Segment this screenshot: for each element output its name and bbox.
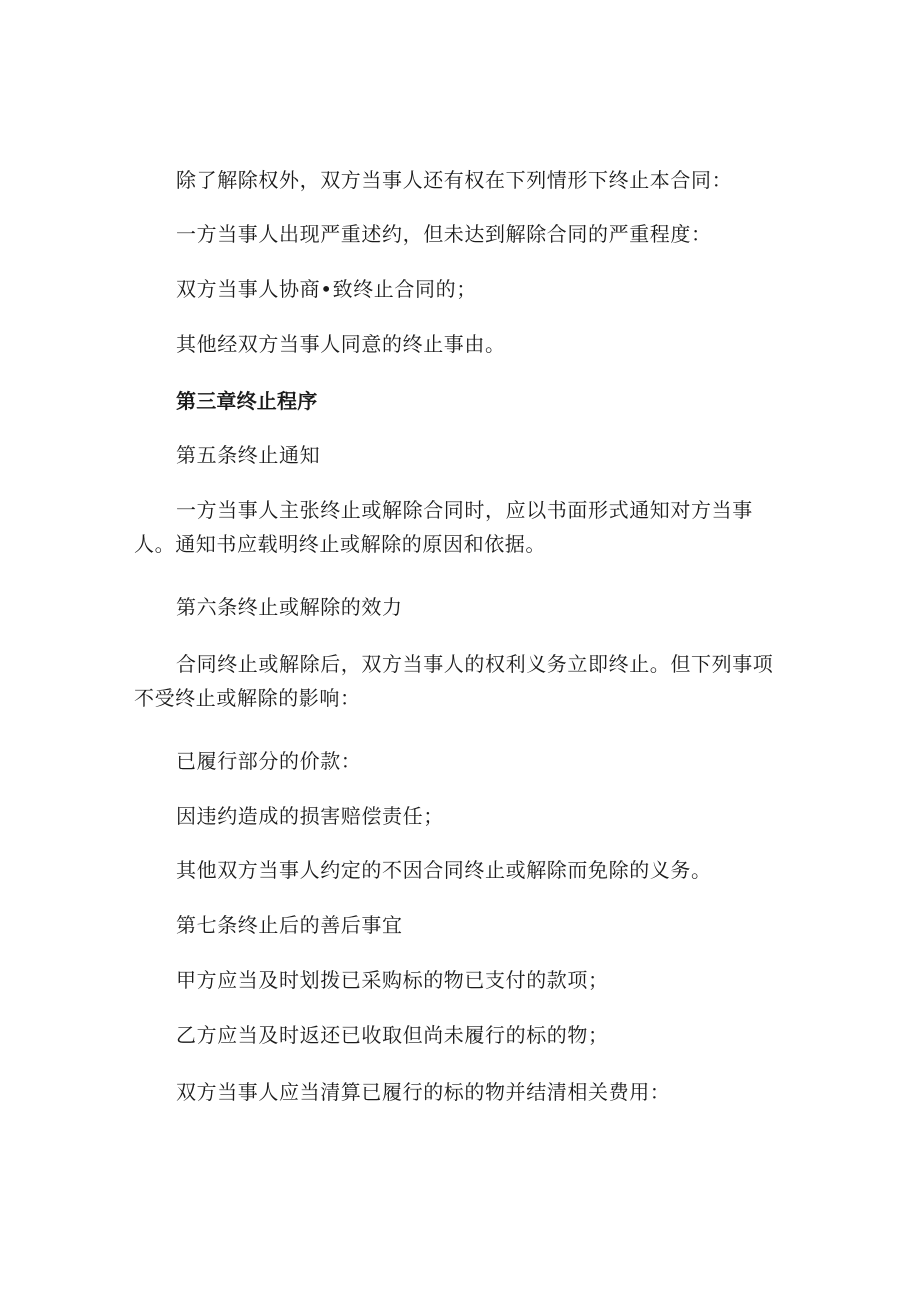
list-item-damages: 因违约造成的损害赔偿责任； [176,804,444,828]
paragraph-mutual-agreement: 双方当事人协商•致终止合同的； [176,277,477,301]
article-6-title: 第六条终止或解除的效力 [176,595,403,619]
paragraph-other-reasons: 其他经双方当事人同意的终止事由。 [176,332,506,356]
paragraph-termination-effect: 合同终止或解除后，双方当事人的权利义务立即终止。但下列事项不受终止或解除的影响： [134,652,774,710]
list-item-settlement: 双方当事人应当清算已履行的标的物并结清相关费用： [176,1080,671,1104]
paragraph-termination-notice: 一方当事人主张终止或解除合同时，应以书面形式通知对方当事人。通知书应载明终止或解除的原因和依据。 [134,498,753,556]
article-5-title: 第五条终止通知 [176,443,321,467]
chapter-heading: 第三章终止程序 [176,389,318,413]
list-item-party-a: 甲方应当及时划拨已采购标的物已支付的款项； [176,968,609,992]
paragraph-termination-right: 除了解除权外，双方当事人还有权在下列情形下终止本合同： [176,168,733,192]
list-item-paid-price: 已履行部分的价款： [176,749,362,773]
article-7-title: 第七条终止后的善后事宜 [176,913,403,937]
list-item-other-obligations: 其他双方当事人约定的不因合同终止或解除而免除的义务。 [176,858,712,882]
paragraph-serious-breach: 一方当事人出现严重述约，但未达到解除合同的严重程度： [176,222,712,246]
list-item-party-b: 乙方应当及时返还已收取但尚未履行的标的物； [176,1023,609,1047]
